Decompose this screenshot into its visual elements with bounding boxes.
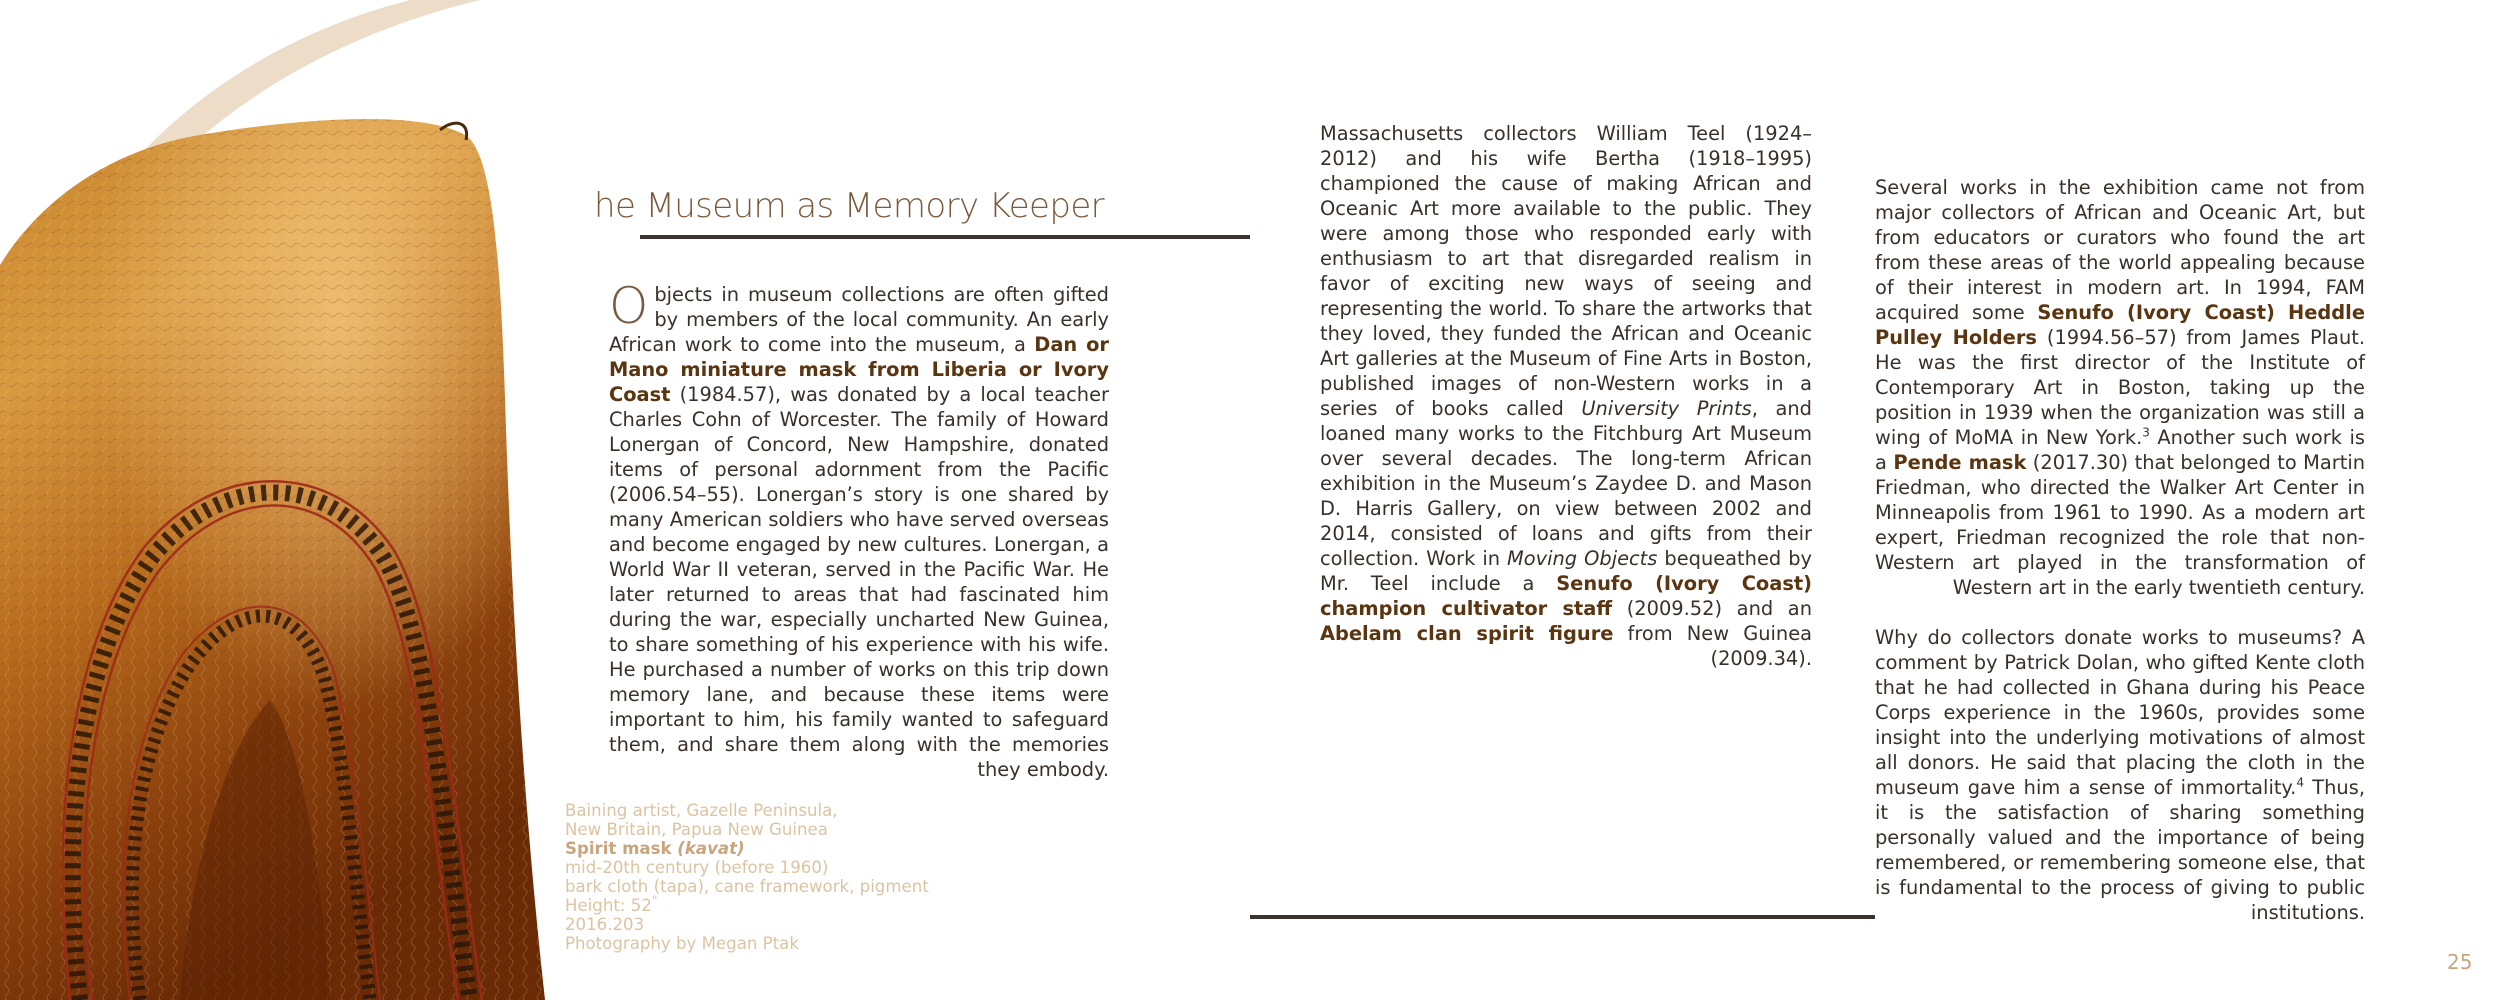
caption-date: mid-20th century (before 1960)	[565, 858, 829, 877]
caption-height	[565, 893, 929, 915]
university-prints-title: University Prints	[1581, 397, 1752, 420]
moving-objects-title: Moving Objects	[1507, 547, 1658, 570]
caption-artist: Baining artist, Gazelle Peninsula,	[565, 801, 838, 820]
footnote-ref-4: 4	[2296, 775, 2304, 790]
column2-text-2: , and loaned many works to the Fitchburg Art Museum over several decades. The long-term African exhibition in the Museum’s Zaydee D. and Mason D. Harris Gallery, on view between 2002 and 2014, consisted of loans and gifts from their collection. Work in	[1320, 397, 1812, 570]
column3-text-2: (1994.56–57) from James Plaut. He was the first director of the Institute of Contemporary Art in Boston, taking up the position in 1939 when the organization was still a wing of MoMA in New York.	[1875, 326, 2365, 449]
title-underline	[640, 235, 1250, 239]
column3-text-1: Several works in the exhibition came not from major collectors of African and Oceanic Art, but from educators or curators who found the art from these areas of the world appealing because of their interest in modern art. In 1994, FAM acquired some	[1875, 176, 2365, 324]
page-title: he Museum as Memory Keeper	[594, 186, 1105, 226]
column3-text-4: (2017.30) that belonged to Martin Friedman, who directed the Walker Art Center in Minneapolis from 1961 to 1990. As a modern art expert, Friedman recognized the role that non-Western art played in the transformation of Western art in the early twentieth century.	[1875, 451, 2366, 599]
dan-mask-highlight: Dan or Mano miniature mask from Liberia or Ivory Coast	[609, 333, 1109, 406]
caption-object-native-name: (kavat)	[677, 839, 745, 858]
text-column-2	[1320, 121, 1812, 671]
column2-text-5: from New Guinea (2009.34).	[1613, 622, 1813, 670]
column1-text-rest: (1984.57), was donated by a local teacher Charles Cohn of Worcester. The family of Howard Lonergan of Concord, New Hampshire, donated items of personal adornment from the Pacific (2006.54–55). Lonergan’s story is one shared by many American soldiers who have served overseas and become engaged by new cultures. Lonergan, a World War II veteran, served in the Pacific War. He later returned to areas that had fascinated him during the war, especially uncharted New Guinea, to share something of his experience with his wife. He purchased a number of works on this trip down memory lane, and because these items were important to him, his family wanted to safeguard them, and share them along with the memories they embody.	[609, 383, 1109, 781]
column2-text-1: Massachusetts collectors William Teel (1924–2012) and his wife Bertha (1918–1995) championed the cause of making African and Oceanic Art more available to the public. They were among those who responded early with enthusiasm to art that disregarded realism in favor of exciting new ways of seeing and representing the world. To share the artworks that they loved, they funded the African and Oceanic Art galleries at the Museum of Fine Arts in Boston, published images of non-Western works in a series of books called	[1320, 122, 1812, 420]
caption-accession: 2016.203	[565, 915, 645, 934]
column1-paragraph	[609, 277, 1109, 782]
caption-photo-credit: Photography by Megan Ptak	[565, 934, 799, 953]
caption-height-unit: "	[651, 893, 658, 908]
caption-object-name: Spirit mask	[565, 839, 678, 858]
column3-text-5: Why do collectors donate works to museums? A comment by Patrick Dolan, who gifted Kente cloth that he had collected in Ghana during his Peace Corps experience in the 1960s, provides some insight into the underlying motivations of almost all donors. He said that placing the cloth in the museum gave him a sense of immortality.	[1875, 626, 2365, 799]
text-column-1	[609, 277, 1109, 782]
column2-paragraph	[1320, 121, 1812, 671]
page-number: 25	[2447, 950, 2473, 974]
drop-cap: O	[609, 277, 649, 335]
column3-paragraph-2	[1875, 625, 2365, 925]
pende-mask-highlight: Pende mask	[1893, 451, 2027, 474]
footnote-ref-3: 3	[2142, 425, 2150, 440]
abelam-figure-highlight: Abelam clan spirit figure	[1320, 622, 1614, 645]
column2-text-4: (2009.52) and an	[1612, 597, 1812, 620]
caption-medium: bark cloth (tapa), cane framework, pigment	[565, 877, 929, 896]
column2-text-3: bequeathed by Mr. Teel include a	[1320, 547, 1812, 595]
column3-paragraph-1	[1875, 175, 2365, 600]
spirit-mask-illustration	[0, 0, 560, 1000]
caption-place: New Britain, Papua New Guinea	[565, 820, 828, 839]
artwork-caption	[565, 801, 929, 953]
column3-text-6: Thus, it is the satisfaction of sharing something personally valued and the importance of being remembered, or remembering someone else, that is fundamental to the process of giving to public institutions.	[1875, 776, 2365, 924]
caption-object-title	[565, 839, 929, 858]
senufo-staff-highlight: Senufo (Ivory Coast) champion cultivator staff	[1320, 572, 1812, 620]
column1-text-start: bjects in museum collections are often gifted by members of the local community. An early African work to come into the museum, a	[609, 283, 1109, 356]
heddle-pulley-highlight: Senufo (Ivory Coast) Heddle Pulley Holders	[1875, 301, 2365, 349]
caption-height-value: Height: 52	[565, 896, 652, 915]
column-divider-rule	[1250, 915, 1875, 919]
spirit-mask-photo	[0, 0, 560, 1000]
column3-text-3: Another such work is a	[1875, 426, 2365, 474]
text-column-3	[1875, 175, 2365, 925]
